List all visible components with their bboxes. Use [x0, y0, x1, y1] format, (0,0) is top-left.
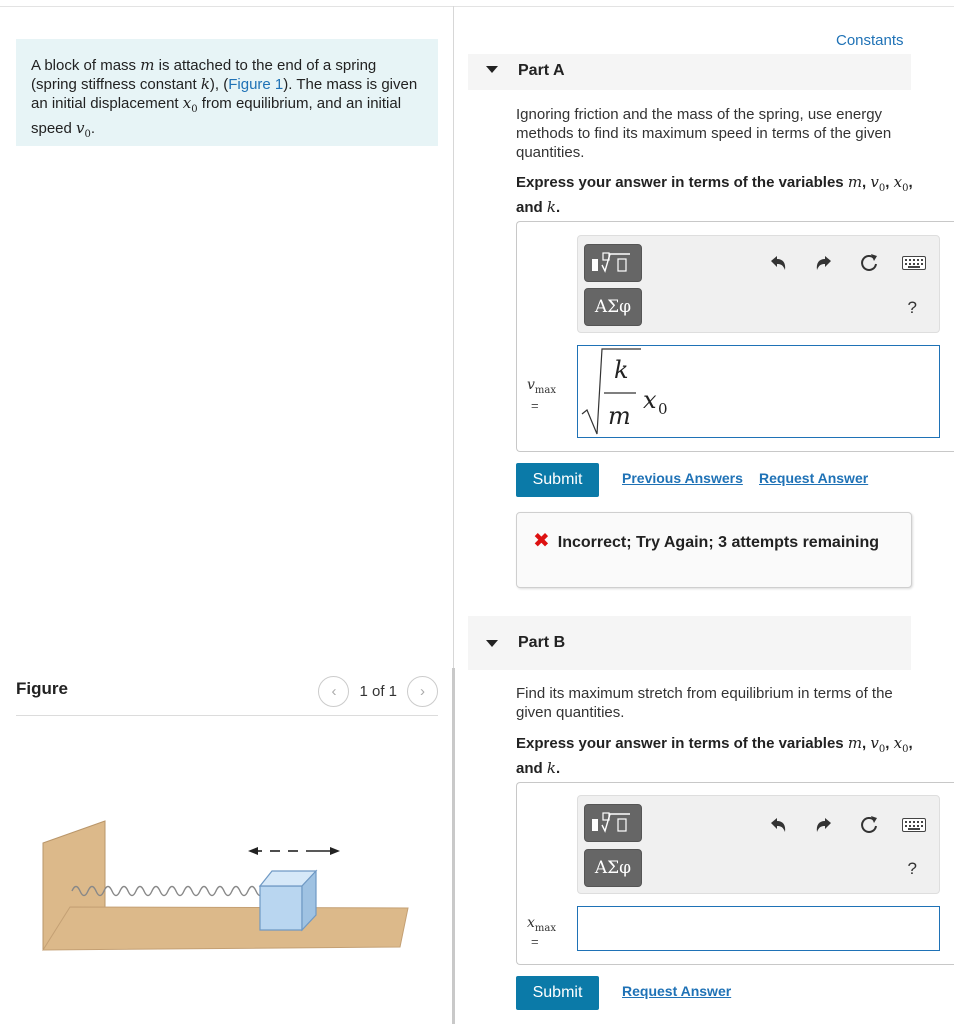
block-front: [260, 886, 302, 930]
templates-glyph: [590, 250, 636, 276]
problem-text: ). The mass is given an initial displacement: [31, 76, 418, 112]
part-b-label: Part B: [518, 634, 566, 651]
help-button[interactable]: ?: [907, 859, 917, 878]
var-v0-sub: 0: [878, 744, 886, 755]
keyboard-icon[interactable]: [901, 814, 927, 836]
var-x0: [893, 173, 909, 194]
redo-icon[interactable]: [813, 814, 835, 836]
part-b-request-answer-link[interactable]: Request Answer: [622, 983, 732, 999]
reset-icon[interactable]: [858, 252, 880, 274]
figure-pager: [318, 676, 438, 707]
figure-link[interactable]: Figure 1: [228, 76, 284, 93]
part-a-express: Express your answer in terms of the variables m, $v_0$, $x_0$, and k.: [516, 173, 913, 216]
part-b-answer-box: [516, 782, 954, 965]
feedback-message: [516, 512, 912, 588]
var-x0-base: x: [893, 173, 903, 191]
caret-down-icon[interactable]: [486, 66, 498, 73]
problem-statement: [16, 39, 438, 146]
var-x0: [893, 734, 909, 755]
templates-glyph: [590, 810, 636, 836]
var-v0: [870, 734, 886, 755]
previous-answers-link[interactable]: Previous Answers: [622, 470, 743, 486]
var-v0: [76, 119, 91, 140]
problem-text: .: [90, 120, 96, 137]
denominator: m: [608, 402, 631, 430]
var-x0-sub: 0: [902, 183, 909, 194]
answer-expression: [578, 346, 939, 437]
express-text: .: [555, 199, 561, 216]
var-x0-sub: 0: [902, 744, 909, 755]
chevron-right-icon[interactable]: ›: [407, 676, 438, 707]
part-a-instruction: Ignoring friction and the mass of the spring, use energy methods to find its maximum speed in terms of the given quantities.: [516, 106, 892, 161]
factor: x: [643, 386, 657, 414]
feedback-text: Incorrect; Try Again; 3 attempts remaining: [557, 534, 880, 551]
var-k: k: [200, 75, 210, 93]
help-button[interactable]: ?: [907, 298, 917, 317]
variable-label: [527, 377, 556, 399]
pane-resize-handle[interactable]: [452, 668, 455, 1024]
undo-icon[interactable]: [767, 252, 789, 274]
part-a-request-answer-link[interactable]: Request Answer: [759, 470, 869, 486]
keyboard-icon[interactable]: [901, 252, 927, 274]
var-v0: [870, 173, 886, 194]
error-x-icon: ✖: [533, 530, 550, 552]
factor-sub: 0: [658, 400, 668, 418]
problem-text: is attached to the end of a spring (spring stiffness constant: [31, 57, 377, 93]
var-v0-sub: 0: [878, 183, 886, 194]
problem-text: A block of mass: [31, 57, 141, 74]
variable-base: v: [527, 377, 535, 393]
chevron-left-icon[interactable]: ‹: [318, 676, 349, 707]
templates-icon[interactable]: [584, 244, 642, 282]
floor: [43, 907, 408, 950]
var-m: m: [847, 734, 863, 752]
equals-sign: =: [531, 934, 539, 949]
arrow-right-head: [330, 847, 340, 855]
caret-down-icon[interactable]: [486, 640, 498, 647]
problem-text: from equilibrium, and an initial speed: [31, 95, 402, 137]
express-text: Express your answer in terms of the variables: [516, 174, 848, 191]
express-text: Express your answer in terms of the variables: [516, 735, 848, 752]
var-k: k: [546, 759, 556, 777]
var-x0-base: x: [182, 94, 192, 112]
greek-symbols-button[interactable]: ΑΣφ: [584, 288, 642, 326]
variable-sub: max: [534, 384, 557, 396]
figure-title: Figure: [16, 679, 68, 698]
var-v0-base: v: [870, 173, 879, 191]
part-b-express: Express your answer in terms of the variables m, $v_0$, $x_0$, and k.: [516, 734, 913, 777]
variable-sub: max: [534, 922, 556, 934]
arrow-left-head: [248, 847, 258, 855]
undo-icon[interactable]: [767, 814, 789, 836]
problem-text: ), (: [209, 76, 229, 93]
var-x0: [182, 94, 198, 115]
variable-base: x: [527, 915, 535, 931]
answer-input[interactable]: [577, 345, 940, 438]
var-m: m: [140, 56, 155, 74]
express-text: .: [555, 760, 561, 777]
var-m: m: [847, 173, 863, 191]
var-v0-base: v: [870, 734, 879, 752]
express-text: , and: [516, 735, 913, 777]
pager-count: 1 of 1: [359, 683, 397, 700]
top-rule: [0, 6, 954, 7]
math-toolbar: [577, 795, 940, 894]
reset-icon[interactable]: [858, 814, 880, 836]
equals-sign: =: [531, 398, 539, 413]
figure-header: [16, 676, 438, 716]
math-toolbar: [577, 235, 940, 333]
numerator: k: [614, 356, 629, 384]
constants-link[interactable]: Constants: [836, 32, 904, 49]
answer-input[interactable]: [577, 906, 940, 951]
var-v0-sub: 0: [84, 129, 91, 140]
part-a-submit-button[interactable]: Submit: [516, 463, 599, 497]
templates-icon[interactable]: [584, 804, 642, 842]
var-v0-base: v: [76, 119, 85, 137]
part-b-header[interactable]: [468, 616, 911, 670]
part-a-answer-box: [516, 221, 954, 452]
spring-block-figure: [40, 815, 412, 955]
var-x0-sub: 0: [191, 104, 198, 115]
part-b-submit-button[interactable]: Submit: [516, 976, 599, 1010]
part-a-label: Part A: [518, 62, 565, 79]
greek-symbols-button[interactable]: ΑΣφ: [584, 849, 642, 887]
redo-icon[interactable]: [813, 252, 835, 274]
var-x0-base: x: [893, 734, 903, 752]
var-k: k: [546, 198, 556, 216]
part-a-header[interactable]: [468, 54, 911, 90]
part-b-instruction: Find its maximum stretch from equilibrium in terms of the given quantities.: [516, 685, 893, 721]
express-text: , and: [516, 174, 913, 216]
